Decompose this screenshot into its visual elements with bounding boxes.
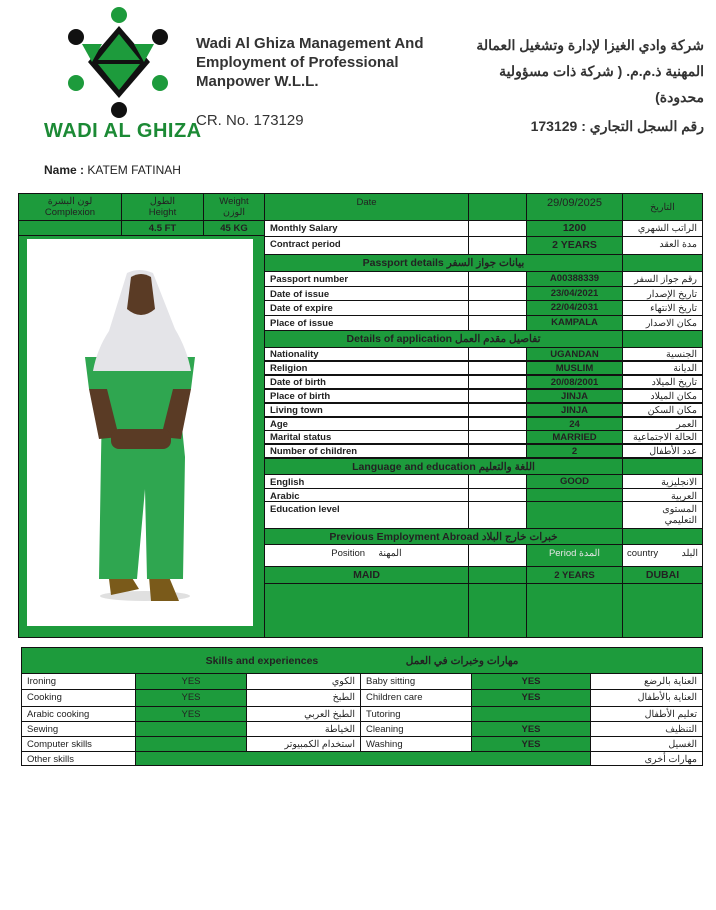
application-row-label: Date of birth	[264, 375, 469, 389]
application-row-ar: الديانة	[622, 361, 703, 375]
country-label: country	[627, 548, 659, 559]
application-row-value: JINJA	[526, 389, 623, 403]
arabic-spacer	[468, 488, 527, 502]
employment-section-title	[264, 528, 623, 545]
name-value: KATEM FATINAH	[87, 163, 181, 177]
skill-right-label: Washing	[360, 736, 472, 752]
passport-row-value: 22/04/2031	[526, 300, 623, 316]
skill-left-value	[135, 736, 247, 752]
contract-label: Contract period	[264, 236, 469, 255]
application-title-en: Details of application	[346, 333, 453, 345]
skill-right-value: YES	[471, 721, 591, 737]
application-row-spacer	[468, 389, 527, 403]
date-spacer	[468, 193, 527, 221]
skill-right-label: Tutoring	[360, 706, 472, 722]
company-name-en-line1: Wadi Al Ghiza Management And	[196, 35, 424, 52]
weight-value: 45 KG	[203, 220, 265, 236]
company-name-ar-line1: شركة وادي الغيزا لإدارة وتشغيل العمالة	[476, 37, 704, 53]
brand-wordmark: WADI AL GHIZA	[44, 120, 202, 142]
application-row-ar: تاريخ الميلاد	[622, 375, 703, 389]
date-ar: التاريخ	[622, 193, 703, 221]
skills-title-en: Skills and experiences	[205, 655, 319, 667]
language-section-right	[622, 458, 703, 475]
height-header	[121, 193, 204, 221]
other-skills-ar: مهارات أخرى	[590, 751, 703, 766]
skill-left-ar: الخياطة	[246, 721, 361, 737]
passport-row-ar: مكان الاصدار	[622, 315, 703, 331]
weight-header	[203, 193, 265, 221]
application-row-ar: مكان الميلاد	[622, 389, 703, 403]
date-label: Date	[264, 193, 469, 221]
language-section-title	[264, 458, 623, 475]
application-row-label: Living town	[264, 403, 469, 417]
passport-row-spacer	[468, 300, 527, 316]
complexion-ar: لون البشرة	[47, 196, 93, 207]
country-value: DUBAI	[622, 566, 703, 584]
language-title-ar: اللغة والتعليم	[478, 461, 535, 473]
skill-left-label: Computer skills	[21, 736, 136, 752]
other-skills-value	[135, 751, 591, 766]
english-value: GOOD	[526, 474, 623, 489]
skill-left-ar: الكوي	[246, 673, 361, 690]
arabic-value	[526, 488, 623, 502]
employment-title-en: Previous Employment Abroad	[329, 531, 479, 543]
company-name-ar	[434, 32, 704, 110]
application-row-spacer	[468, 347, 527, 361]
application-section-title	[264, 330, 623, 348]
position-header	[264, 544, 469, 567]
skills-title	[21, 647, 703, 674]
skill-right-ar: التنظيف	[590, 721, 703, 737]
application-row-label: Number of children	[264, 444, 469, 458]
application-row-spacer	[468, 375, 527, 389]
skills-title-ar: مهارات وخبرات في العمل	[405, 655, 519, 667]
company-name-ar-line2: المهنية ذ.م.م. ( شركة ذات مسؤولية	[499, 63, 704, 79]
period-label: Period	[548, 548, 577, 559]
education-ar	[622, 501, 703, 529]
skill-right-label: Cleaning	[360, 721, 472, 737]
name-label: Name :	[44, 163, 85, 177]
complexion-en: Complexion	[44, 207, 96, 218]
height-ar: الطول	[149, 196, 176, 207]
position-label: Position	[331, 548, 366, 559]
application-row-value: 2	[526, 444, 623, 458]
company-name-en-line3: Manpower W.L.L.	[196, 73, 319, 90]
skill-left-value: YES	[135, 673, 247, 690]
passport-row-ar: رقم جواز السفر	[622, 271, 703, 287]
cr-number: CR. No. 173129	[196, 112, 304, 129]
application-row-ar: مكان السكن	[622, 403, 703, 417]
education-spacer	[468, 501, 527, 529]
arabic-label: Arabic	[264, 488, 469, 502]
height-en: Height	[148, 207, 177, 218]
language-title-en: Language and education	[352, 461, 476, 473]
contract-ar: مدة العقد	[622, 236, 703, 255]
english-label: English	[264, 474, 469, 489]
other-skills-label: Other skills	[21, 751, 136, 766]
application-row-value: JINJA	[526, 403, 623, 417]
employment-empty-4	[622, 583, 703, 638]
skill-left-value: YES	[135, 689, 247, 707]
passport-row-value: 23/04/2021	[526, 286, 623, 301]
passport-row-label: Date of expire	[264, 300, 469, 316]
application-row-value: MARRIED	[526, 430, 623, 444]
english-spacer	[468, 474, 527, 489]
application-row-ar: الحالة الاجتماعية	[622, 430, 703, 444]
passport-row-label: Date of issue	[264, 286, 469, 301]
company-name-en-line2: Employment of Professional	[196, 54, 399, 71]
candidate-photo	[27, 239, 253, 626]
complexion-header	[18, 193, 122, 221]
education-value	[526, 501, 623, 529]
application-row-value: UGANDAN	[526, 347, 623, 361]
passport-title-ar: بيانات جواز السفر	[446, 257, 525, 269]
english-ar: الانجليزية	[622, 474, 703, 489]
candidate-name	[44, 163, 181, 177]
skill-left-ar: الطبخ العربي	[246, 706, 361, 722]
skill-left-ar: استخدام الكمبيوتر	[246, 736, 361, 752]
passport-row-label: Place of issue	[264, 315, 469, 331]
weight-en: Weight	[219, 196, 249, 207]
application-row-label: Religion	[264, 361, 469, 375]
salary-label: Monthly Salary	[264, 220, 469, 237]
employment-section-right	[622, 528, 703, 545]
application-row-value: 20/08/2001	[526, 375, 623, 389]
skill-right-ar: تعليم الأطفال	[590, 706, 703, 722]
application-row-label: Place of birth	[264, 389, 469, 403]
skill-left-label: Cooking	[21, 689, 136, 707]
application-row-ar: الجنسية	[622, 347, 703, 361]
employment-empty-3	[526, 583, 623, 638]
date-value: 29/09/2025	[526, 193, 623, 221]
country-header	[622, 544, 703, 567]
employment-title-ar: خبرات خارج البلاد	[481, 531, 558, 543]
weight-ar: الوزن	[222, 207, 245, 218]
application-row-value: 24	[526, 417, 623, 431]
skill-right-label: Baby sitting	[360, 673, 472, 690]
passport-row-ar: تاريخ الإصدار	[622, 286, 703, 301]
application-title-ar: تفاصيل مقدم العمل	[455, 333, 541, 345]
application-row-spacer	[468, 403, 527, 417]
country-ar: البلد	[681, 548, 698, 559]
skill-right-ar: الغسيل	[590, 736, 703, 752]
application-row-label: Age	[264, 417, 469, 431]
passport-row-spacer	[468, 271, 527, 287]
skill-right-label: Children care	[360, 689, 472, 707]
application-row-ar: العمر	[622, 417, 703, 431]
application-row-label: Marital status	[264, 430, 469, 444]
application-row-spacer	[468, 444, 527, 458]
period-ar: المدة	[579, 548, 601, 559]
contract-value: 2 YEARS	[526, 236, 623, 255]
skill-right-value: YES	[471, 736, 591, 752]
height-value: 4.5 FT	[121, 220, 204, 236]
skill-right-value: YES	[471, 689, 591, 707]
education-ar-line2: التعليمي	[664, 515, 697, 526]
passport-row-value: A00388339	[526, 271, 623, 287]
arabic-ar: العربية	[622, 488, 703, 502]
passport-section-right	[622, 254, 703, 272]
skill-right-ar: العناية بالرضع	[590, 673, 703, 690]
position-value: MAID	[264, 566, 469, 584]
passport-row-ar: تاريخ الانتهاء	[622, 300, 703, 316]
salary-spacer	[468, 220, 527, 237]
application-row-ar: عدد الأطفال	[622, 444, 703, 458]
position-value-spacer	[468, 566, 527, 584]
skill-left-value	[135, 721, 247, 737]
application-row-value: MUSLIM	[526, 361, 623, 375]
skill-left-ar: الطبخ	[246, 689, 361, 707]
passport-row-label: Passport number	[264, 271, 469, 287]
period-value: 2 YEARS	[526, 566, 623, 584]
employment-empty-1	[264, 583, 469, 638]
complexion-value	[18, 220, 122, 236]
application-row-spacer	[468, 430, 527, 444]
company-name-ar-line3: محدودة)	[655, 89, 704, 105]
passport-row-spacer	[468, 315, 527, 331]
employment-empty-2	[468, 583, 527, 638]
passport-section-title	[264, 254, 623, 272]
skill-right-ar: العناية بالأطفال	[590, 689, 703, 707]
application-row-spacer	[468, 361, 527, 375]
cr-number-ar: رقم السجل التجاري : 173129	[530, 118, 704, 134]
skill-right-value: YES	[471, 673, 591, 690]
skill-left-label: Sewing	[21, 721, 136, 737]
position-spacer	[468, 544, 527, 567]
application-section-right	[622, 330, 703, 348]
salary-value: 1200	[526, 220, 623, 237]
education-label: Education level	[264, 501, 469, 529]
contract-spacer	[468, 236, 527, 255]
skill-left-label: Ironing	[21, 673, 136, 690]
salary-ar: الراتب الشهري	[622, 220, 703, 237]
position-ar: المهنة	[378, 548, 402, 559]
skill-left-value: YES	[135, 706, 247, 722]
company-name-en	[196, 34, 424, 91]
education-ar-line1: المستوى	[662, 504, 697, 515]
application-row-label: Nationality	[264, 347, 469, 361]
application-row-spacer	[468, 417, 527, 431]
company-logo	[62, 4, 174, 122]
passport-title-en: Passport details	[362, 257, 444, 269]
passport-row-value: KAMPALA	[526, 315, 623, 331]
skill-left-label: Arabic cooking	[21, 706, 136, 722]
period-header	[526, 544, 623, 567]
skill-right-value	[471, 706, 591, 722]
passport-row-spacer	[468, 286, 527, 301]
